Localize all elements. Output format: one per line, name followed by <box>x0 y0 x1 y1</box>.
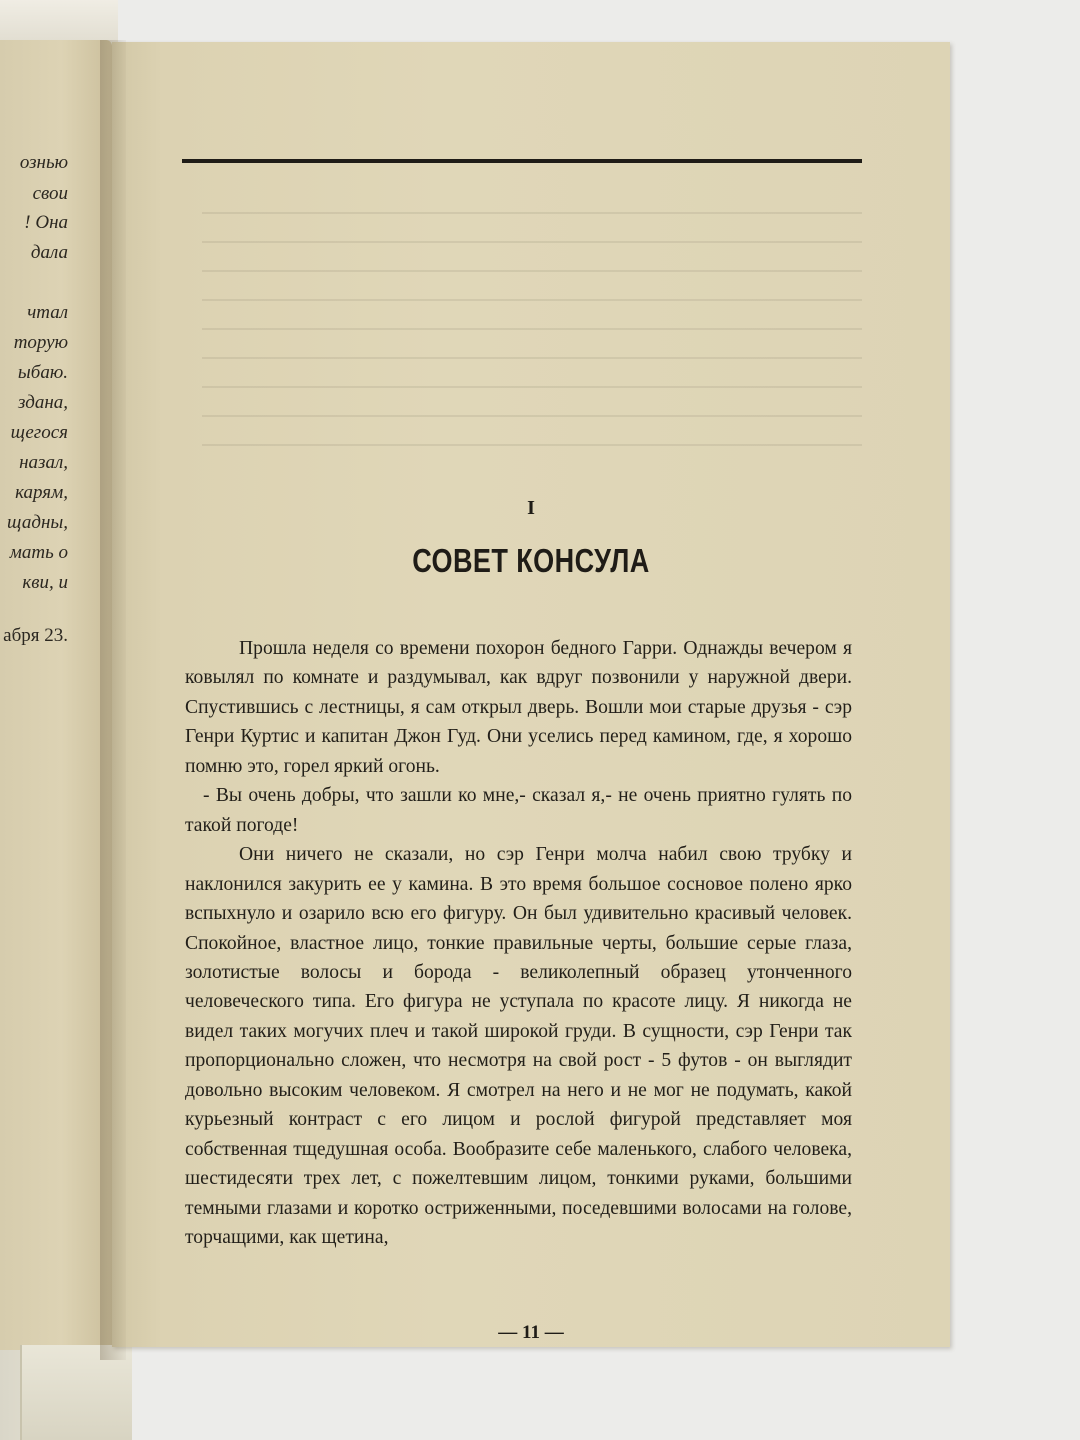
right-page <box>112 42 950 1347</box>
left-page-line: здана, <box>18 392 68 413</box>
left-page-line: щегося <box>10 422 68 443</box>
chapter-title: СОВЕТ КОНСУЛА <box>412 542 650 579</box>
paragraph: Они ничего не сказали, но сэр Генри молча набил свою трубку и наклонился закурить ее у камина. В это время большое сосновое полено ярко вспыхнуло и озарило всю его фигуру. Он был удивительно красивый человек. Спокойное, властное лицо, тонкие правильные черты, большие серые глаза, золотистые волосы и борода - великолепный образец утонченного человеческого типа. Его фигура не уступала по красоте лицу. Я никогда не видел таких могучих плеч и такой широкой груди. В сущности, сэр Генри так пропорционально сложен, что несмотря на свой рост - 5 футов - он выглядит довольно высоким человеком. Я смотрел на него и не мог не подумать, какой курьезный контраст с его лицом и рослой фигурой представляет моя собственная тщедушная особа. Вообразите себе маленького, слабого человека, шестидесяти трех лет, с пожелтевшим лицом, тонкими руками, большими темными глазами и коротко остриженными, поседевшими волосами на голове, торчащими, как щетина, <box>185 844 852 1249</box>
left-page-line: карям, <box>15 482 68 503</box>
left-page-line: ! Она <box>24 212 68 233</box>
body-text <box>185 634 852 1253</box>
left-page-line: абря 23. <box>3 625 68 646</box>
gutter-shadow <box>100 40 126 1360</box>
paragraph: - Вы очень добры, что зашли ко мне,- сказал я,- не очень приятно гулять по такой погоде! <box>185 785 852 836</box>
left-page <box>0 40 112 1350</box>
left-page-line: ознью <box>19 152 68 173</box>
left-page-line: мать о <box>9 542 68 563</box>
left-page-line: назал, <box>19 452 68 473</box>
chapter-number: I <box>527 497 535 519</box>
left-page-line: ыбаю. <box>17 362 68 383</box>
header-rule <box>182 159 862 163</box>
left-page-line: торую <box>13 332 68 353</box>
left-page-line: кви, и <box>22 572 68 593</box>
left-page-line: дала <box>30 242 68 263</box>
page-number: — 11 — <box>498 1322 564 1343</box>
paragraph: Прошла неделя со времени похорон бедного Гарри. Однажды вечером я ковылял по комнате и раздумывал, как вдруг позвонили у наружной двери. Спустившись с лестницы, я сам открыл дверь. Вошли мои старые друзья - сэр Генри Куртис и капитан Джон Гуд. Они уселись перед камином, где, я хорошо помню это, горел яркий огонь. <box>185 638 852 777</box>
left-page-line: свои <box>32 183 68 204</box>
left-page-line: чтал <box>27 302 68 323</box>
show-through-text <box>202 212 862 472</box>
left-page-line: щадны, <box>7 512 68 533</box>
